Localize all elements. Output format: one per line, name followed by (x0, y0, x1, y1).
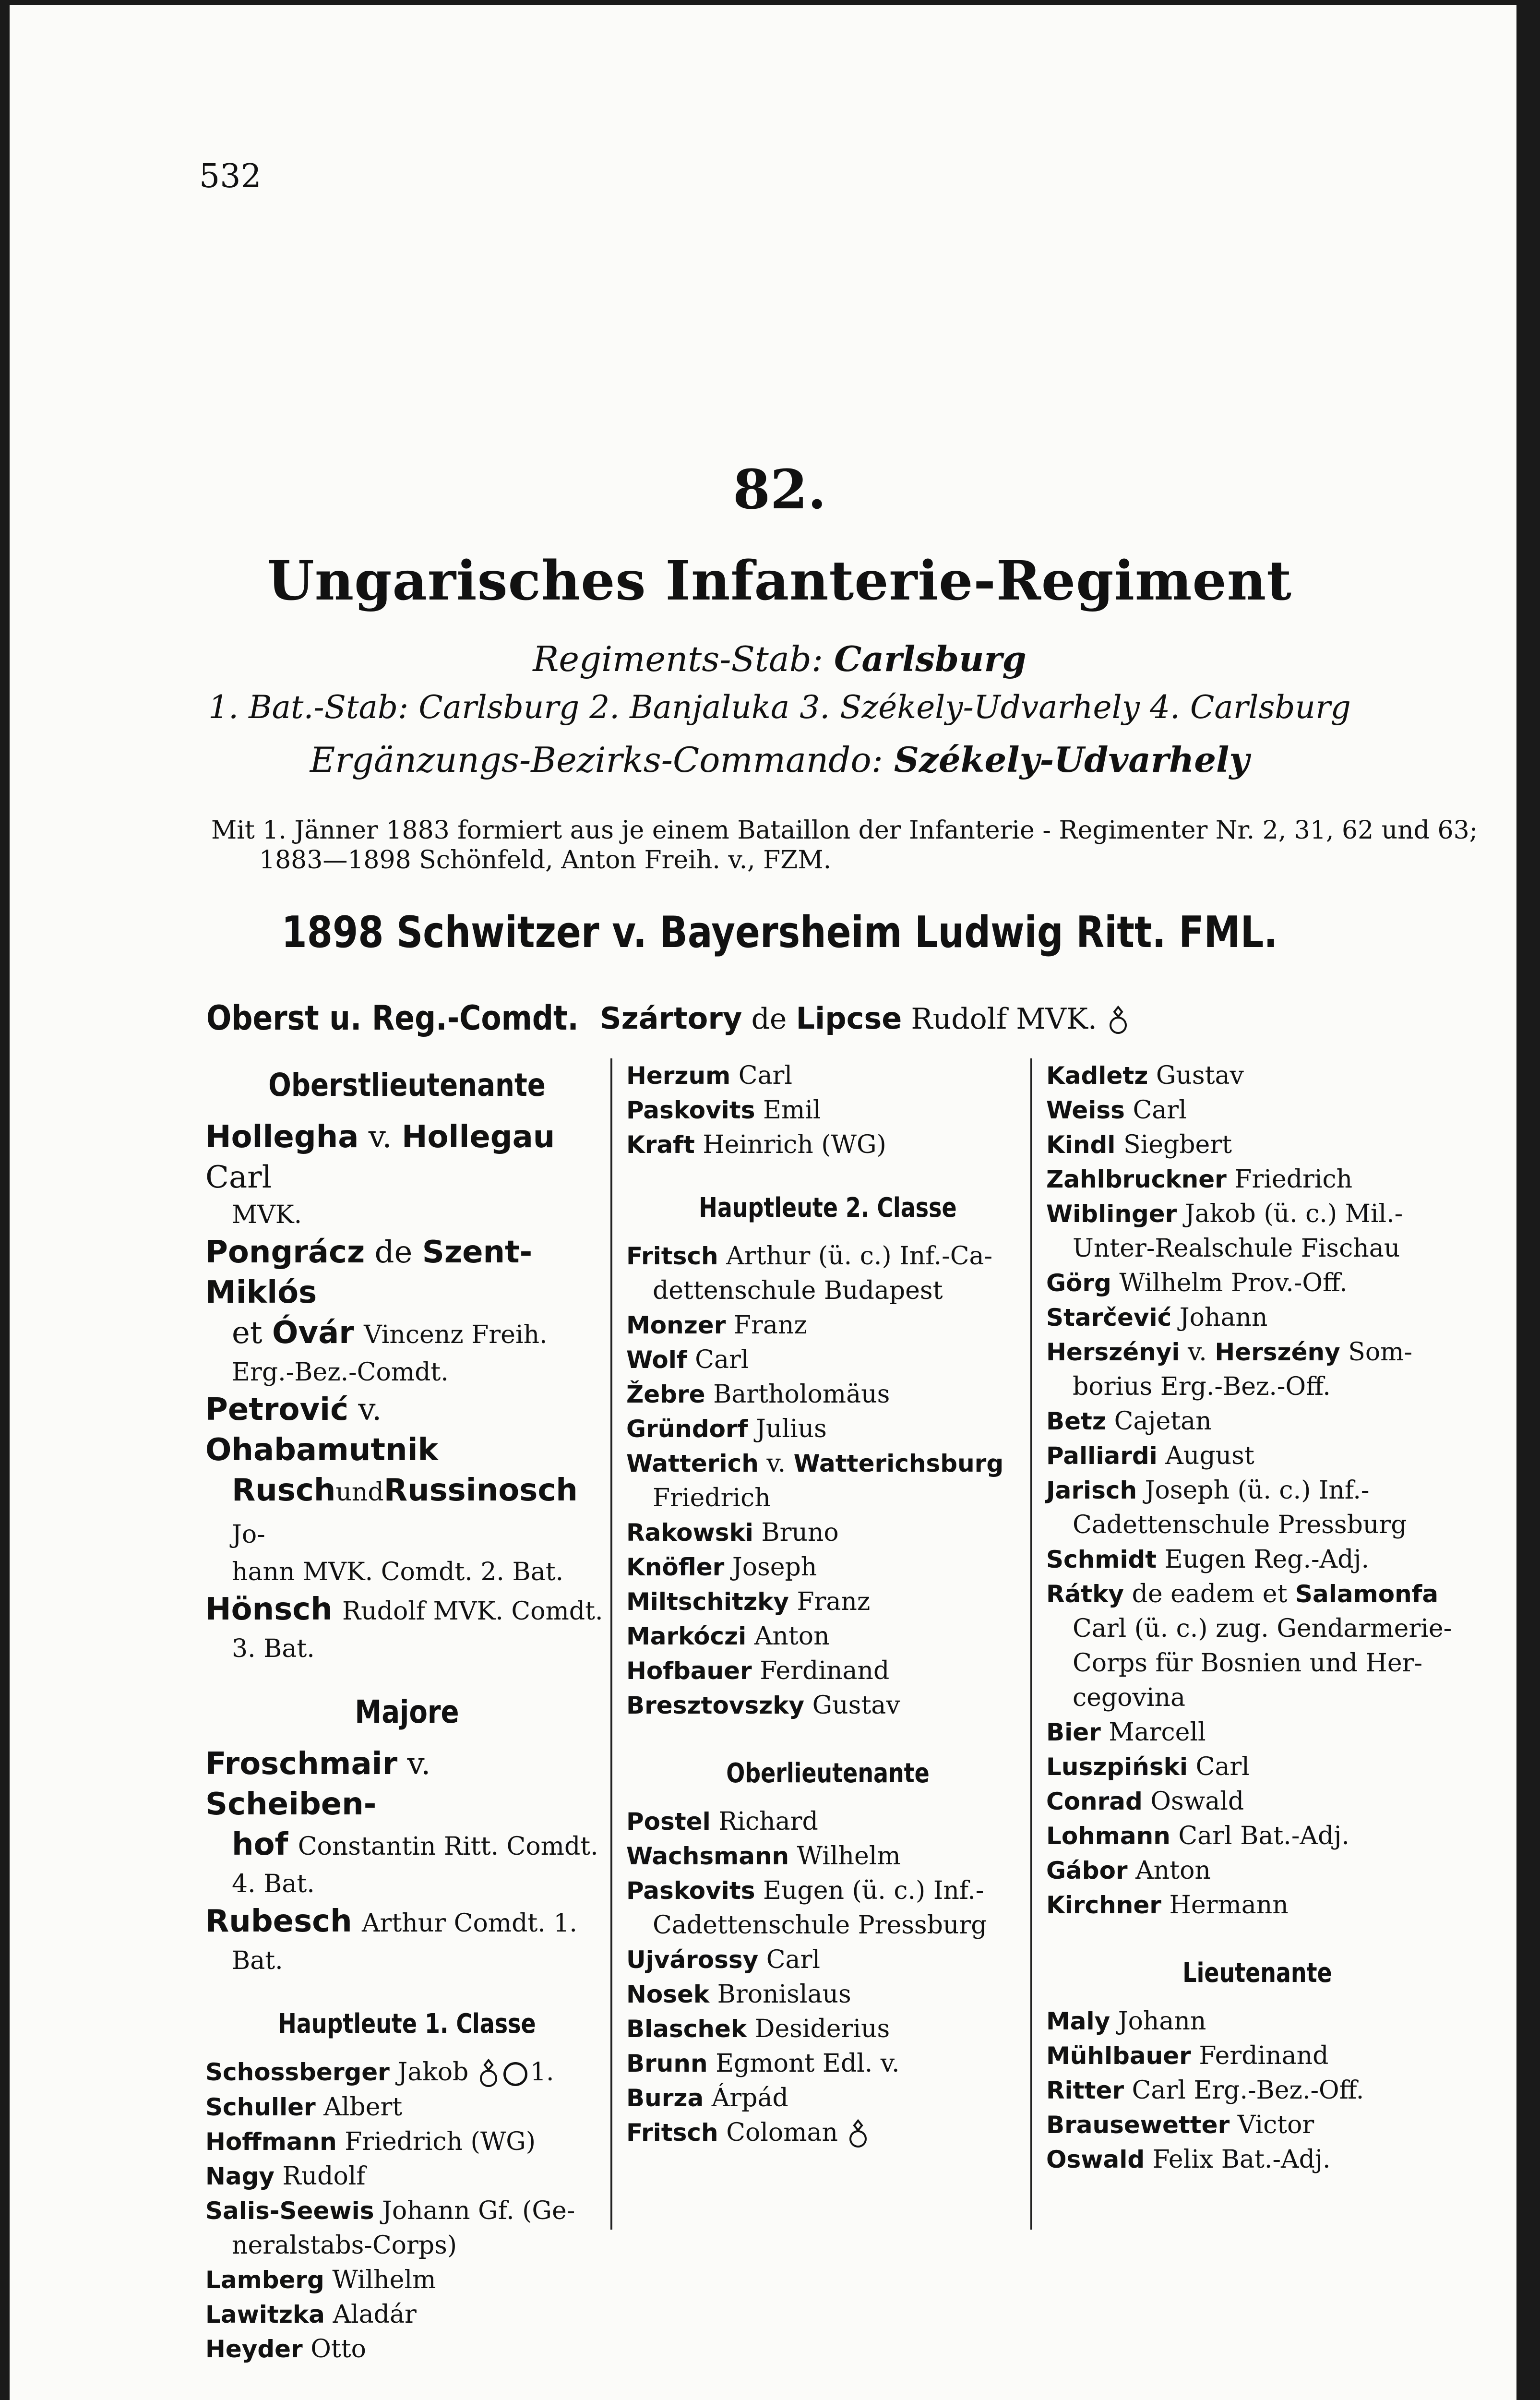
list-item: Watterich v. Watterichsburg (626, 1449, 1004, 1478)
heading-lieutenante: Lieutenante (1182, 1957, 1332, 1989)
district-value: Székely-Udvarhely (894, 739, 1250, 780)
officer-entry: Hönsch Rudolf MVK. Comdt. (205, 1592, 603, 1627)
list-item: Kindl Siegbert (1046, 1130, 1232, 1159)
list-item: Heyder Otto (205, 2334, 366, 2364)
list-item: Maly Johann (1046, 2007, 1206, 2036)
list-item: Fritsch Coloman (626, 2115, 1029, 2150)
list-item: Wachsmann Wilhelm (626, 1842, 901, 1871)
list-item: Monzer Franz (626, 1311, 807, 1340)
officer-entry-cont: hann MVK. Comdt. 2. Bat. (232, 1558, 564, 1586)
officer-entry-cont: RuschundRussinosch Jo- (232, 1473, 578, 1549)
list-item: Paskovits Emil (626, 1096, 821, 1125)
decoration-icon (477, 2058, 501, 2090)
heading-hauptleute-2: Hauptleute 2. Classe (699, 1192, 957, 1224)
list-item-cont: borius Erg.-Bez.-Off. (1073, 1372, 1331, 1401)
list-item: Rátky de eadem et Salamonfa (1046, 1580, 1439, 1608)
list-item-cont: Cadettenschule Pressburg (1073, 1511, 1407, 1539)
list-item: Burza Árpád (626, 2084, 788, 2112)
list-item-cont: cegovina (1073, 1683, 1185, 1712)
battalion-staffs: 1. Bat.-Stab: Carlsburg 2. Banjaluka 3. Székely-Udvarhely 4. Carlsburg (208, 689, 1351, 726)
heading-hauptleute-1: Hauptleute 1. Classe (278, 2008, 536, 2040)
list-item: Ujvárossy Carl (626, 1945, 821, 1974)
officer-entry: Froschmair v. Scheiben- (205, 1746, 431, 1822)
list-item: Brausewetter Victor (1046, 2111, 1314, 2139)
list-item: Lawitzka Aladár (205, 2300, 417, 2329)
regiment-staff (10, 638, 1516, 679)
list-item: Nosek Bronislaus (626, 1980, 851, 2009)
list-item-cont: neralstabs-Corps) (232, 2231, 457, 2260)
district-label: Ergänzungs-Bezirks-Commando: (310, 740, 883, 780)
oberst-rest: Rudolf MVK. (911, 1002, 1097, 1036)
list-item: Kirchner Hermann (1046, 1891, 1289, 1920)
heading-oberstlieutenante: Oberstlieutenante (268, 1067, 546, 1104)
circle-decoration-icon (503, 2062, 527, 2086)
officer-entry-cont: Erg.-Bez.-Comdt. (232, 1358, 449, 1387)
oberst-name-2: Lipcse (796, 1001, 902, 1036)
officer-entry-cont: et Óvár Vincenz Freih. (232, 1315, 548, 1351)
officer-entry-cont: Bat. (232, 1946, 283, 1975)
officer-entry-cont: 3. Bat. (232, 1634, 315, 1663)
list-item: Mühlbauer Ferdinand (1046, 2041, 1329, 2070)
list-item: Lohmann Carl Bat.-Adj. (1046, 1822, 1349, 1850)
list-item-cont: Carl (ü. c.) zug. Gendarmerie- (1073, 1614, 1452, 1643)
officer-entry: Petrović v. Ohabamutnik (205, 1392, 439, 1468)
list-item-cont: Corps für Bosnien und Her- (1073, 1649, 1423, 1678)
list-item-cont: dettenschule Budapest (653, 1276, 943, 1305)
column-3 (1046, 1058, 1468, 2177)
list-item-cont: Unter-Realschule Fischau (1073, 1234, 1400, 1263)
document-page (10, 5, 1516, 2400)
list-item: Blaschek Desiderius (626, 2015, 890, 2043)
officer-entry: Pongrácz de Szent-Miklós (205, 1235, 533, 1310)
list-item: Postel Richard (626, 1807, 818, 1836)
oberst-name-1: Szártory (600, 1001, 742, 1036)
list-item: Markóczi Anton (626, 1622, 830, 1651)
staff-label: Regiments-Stab: (533, 639, 824, 679)
list-item: Ritter Carl Erg.-Bez.-Off. (1046, 2076, 1364, 2105)
column-2 (626, 1058, 1029, 2150)
list-item: Gründorf Julius (626, 1415, 827, 1443)
list-item: Conrad Oswald (1046, 1787, 1244, 1816)
list-item: Hofbauer Ferdinand (626, 1656, 890, 1685)
list-item: Betz Cajetan (1046, 1407, 1212, 1436)
staff-value: Carlsburg (834, 638, 1027, 679)
history-line-1: Mit 1. Jänner 1883 formiert aus je einem Bataillon der Infanterie - Regimenter Nr. 2, 31, 62 und 63; (211, 816, 1478, 845)
list-item: Wolf Carl (626, 1345, 749, 1374)
list-item: Weiss Carl (1046, 1096, 1187, 1125)
oberst-heading: Oberst u. Reg.-Comdt. (206, 998, 579, 1038)
list-item: Schmidt Eugen Reg.-Adj. (1046, 1545, 1370, 1574)
list-item: Bier Marcell (1046, 1718, 1206, 1747)
list-item: Miltschitzky Franz (626, 1587, 871, 1616)
list-item: Gábor Anton (1046, 1856, 1211, 1885)
list-item: Nagy Rudolf (205, 2161, 366, 2191)
list-item: Paskovits Eugen (ü. c.) Inf.- (626, 1876, 984, 1905)
list-item: Görg Wilhelm Prov.-Off. (1046, 1269, 1348, 1297)
officer-entry-cont: 4. Bat. (232, 1870, 315, 1898)
regiment-number: 82. (733, 458, 826, 521)
list-item: Bresztovszky Gustav (626, 1691, 900, 1720)
list-item-cont: Cadettenschule Pressburg (653, 1911, 987, 1940)
list-item: Salis-Seewis Johann Gf. (Ge- (205, 2196, 575, 2225)
list-item: Kadletz Gustav (1046, 1061, 1244, 1090)
officer-entry: Hollegha v. Hollegau Carl (205, 1119, 555, 1195)
heading-majore: Majore (355, 1693, 459, 1730)
list-item: Jarisch Joseph (ü. c.) Inf.- (1046, 1476, 1370, 1505)
list-item: Lamberg Wilhelm (205, 2265, 436, 2294)
list-item: Herszényi v. Herszény Som- (1046, 1338, 1413, 1367)
list-item-cont: Friedrich (653, 1484, 771, 1512)
list-item: Rakowski Bruno (626, 1518, 839, 1547)
column-divider-2 (1030, 1058, 1032, 2230)
list-item: Fritsch Arthur (ü. c.) Inf.-Ca- (626, 1242, 993, 1271)
decoration-icon (1106, 1005, 1130, 1037)
district-command (10, 739, 1516, 780)
list-item: Knöfler Joseph (626, 1553, 817, 1582)
list-item: Žebre Bartholomäus (626, 1380, 890, 1409)
page-title: Ungarisches Infanterie-Regiment (267, 550, 1292, 612)
heading-oberlieutenante: Oberlieutenante (726, 1758, 930, 1789)
history-line-2: 1883—1898 Schönfeld, Anton Freih. v., FZM. (259, 846, 832, 875)
list-item: Kraft Heinrich (WG) (626, 1130, 886, 1159)
list-item: Wiblinger Jakob (ü. c.) Mil.- (1046, 1200, 1403, 1228)
regiment-chief: 1898 Schwitzer v. Bayersheim Ludwig Ritt. FML. (281, 907, 1278, 958)
list-item: Palliardi August (1046, 1441, 1254, 1470)
list-item: Oswald Felix Bat.-Adj. (1046, 2145, 1331, 2174)
page-number: 532 (199, 157, 262, 195)
decoration-icon (846, 2119, 870, 2150)
column-divider-1 (610, 1058, 612, 2230)
list-item: Starčević Johann (1046, 1303, 1268, 1332)
list-item: Brunn Egmont Edl. v. (626, 2049, 900, 2078)
list-item: Schuller Albert (205, 2092, 403, 2122)
oberst-de: de (751, 1002, 787, 1036)
list-item: Hoffmann Friedrich (WG) (205, 2127, 536, 2156)
officer-entry: Rubesch Arthur Comdt. 1. (205, 1904, 577, 1939)
column-1 (205, 1054, 609, 2366)
officer-entry-cont: hof Constantin Ritt. Comdt. (232, 1827, 598, 1862)
officer-entry-cont: MVK. (232, 1200, 302, 1229)
list-item: Luszpiński Carl (1046, 1752, 1250, 1781)
list-item: Herzum Carl (626, 1061, 793, 1090)
list-item: Schossberger Jakob 1. (205, 2055, 609, 2090)
list-item: Zahlbruckner Friedrich (1046, 1165, 1353, 1194)
oberst-entry (600, 1001, 1130, 1037)
